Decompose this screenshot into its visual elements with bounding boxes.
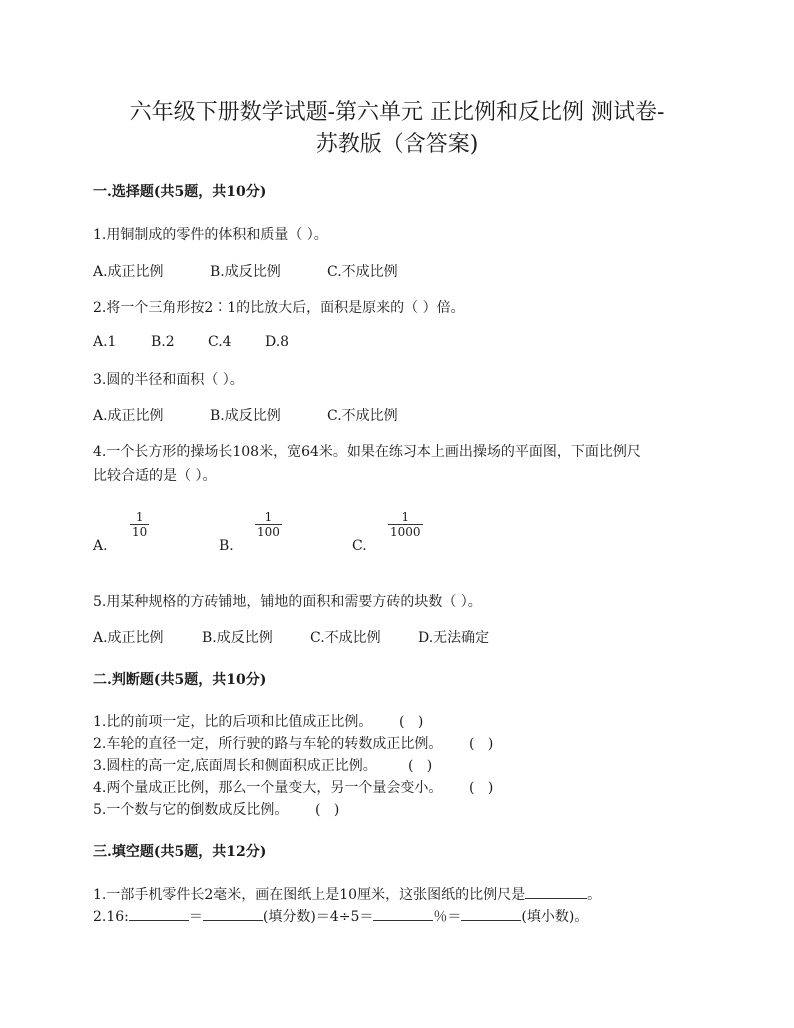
judge-q3: 3.圆柱的高一定,底面周长和侧面积成正比例。 ( ): [93, 758, 433, 774]
fraction-numerator: 1: [401, 510, 410, 524]
answer-blank[interactable]: [129, 908, 189, 921]
option-c: C.不成比例: [327, 408, 398, 424]
option-a: A.成正比例: [93, 264, 164, 280]
judge-q5: 5.一个数与它的倒数成反比例。 ( ): [93, 802, 340, 818]
fraction-option-b: [255, 510, 282, 539]
option-d: D.无法确定: [418, 630, 490, 646]
fraction-option-a: [130, 510, 149, 539]
choice-q2-options: [93, 334, 289, 350]
choice-q5-options: [93, 627, 489, 647]
judge-q2: 2.车轮的直径一定，所行驶的路与车轮的转数成正比例。 ( ): [93, 736, 494, 752]
answer-blank[interactable]: [525, 886, 587, 899]
choice-q3-options: [93, 405, 398, 425]
fill-q2: [93, 906, 588, 926]
fill-q2-part3: (填分数)＝4÷5＝: [262, 909, 374, 925]
choice-q1-text: 1.用铜制成的零件的体积和质量（ ）。: [93, 227, 328, 243]
judge-q4: 4.两个量成正比例，那么一个量变大，另一个量会变小。 ( ): [93, 780, 494, 796]
fraction-denominator: 100: [257, 525, 280, 539]
option-b-label: B.: [219, 538, 234, 554]
option-a: A.成正比例: [93, 408, 164, 424]
section-judge-heading: 二.判断题(共5题，共10分): [93, 672, 267, 688]
option-b: B.成反比例: [210, 408, 281, 424]
fill-q1-text: 1.一部手机零件长2毫米，画在图纸上是10厘米，这张图纸的比例尺是: [93, 887, 526, 903]
choice-q4-text-line1: 4.一个长方形的操场长108米，宽64米。如果在练习本上画出操场的平面图，下面比例尺: [93, 444, 641, 460]
option-c: C.4: [208, 334, 232, 350]
fill-q2-part4: ％＝: [433, 909, 462, 925]
option-d: D.8: [265, 334, 290, 350]
fraction-denominator: 1000: [390, 525, 421, 539]
option-a: A.成正比例: [93, 630, 164, 646]
fill-q2-part1: 2.16:: [93, 909, 129, 925]
section-fill-heading: 三.填空题(共5题，共12分): [93, 844, 267, 860]
choice-q4-text-line2: 比较合适的是（ ）。: [93, 468, 217, 484]
choice-q2-text: 2.将一个三角形按2∶1的比放大后，面积是原来的（ ）倍。: [93, 300, 465, 316]
answer-blank[interactable]: [461, 908, 521, 921]
fill-q2-part5: (填小数)。: [521, 909, 589, 925]
fraction-numerator: 1: [135, 510, 144, 524]
choice-q5-text: 5.用某种规格的方砖铺地，铺地的面积和需要方砖的块数（ ）。: [93, 594, 482, 610]
answer-blank[interactable]: [203, 908, 263, 921]
option-b: B.成反比例: [202, 630, 273, 646]
answer-blank[interactable]: [373, 908, 433, 921]
option-a-label: A.: [93, 538, 108, 554]
option-b: B.2: [151, 334, 175, 350]
section-choice-heading: 一.选择题(共5题，共10分): [93, 184, 267, 200]
option-b: B.成反比例: [210, 264, 281, 280]
page-title-line2: 苏教版（含答案): [315, 132, 479, 157]
fill-q1-end: 。: [587, 887, 602, 903]
fraction-option-c: [388, 510, 423, 539]
page-title-line1: 六年级下册数学试题-第六单元 正比例和反比例 测试卷-: [129, 100, 665, 125]
fraction-denominator: 10: [132, 525, 148, 539]
fill-q1: [93, 884, 601, 904]
choice-q1-options: [93, 261, 398, 281]
option-a: A.1: [93, 334, 117, 350]
option-c-label: C.: [352, 538, 367, 554]
option-c: C.不成比例: [327, 264, 398, 280]
choice-q3-text: 3.圆的半径和面积（ ）。: [93, 372, 244, 388]
judge-q1: 1.比的前项一定，比的后项和比值成正比例。 ( ): [93, 714, 424, 730]
option-c: C.不成比例: [310, 630, 381, 646]
fraction-numerator: 1: [264, 510, 273, 524]
fill-q2-part2: ＝: [188, 909, 203, 925]
